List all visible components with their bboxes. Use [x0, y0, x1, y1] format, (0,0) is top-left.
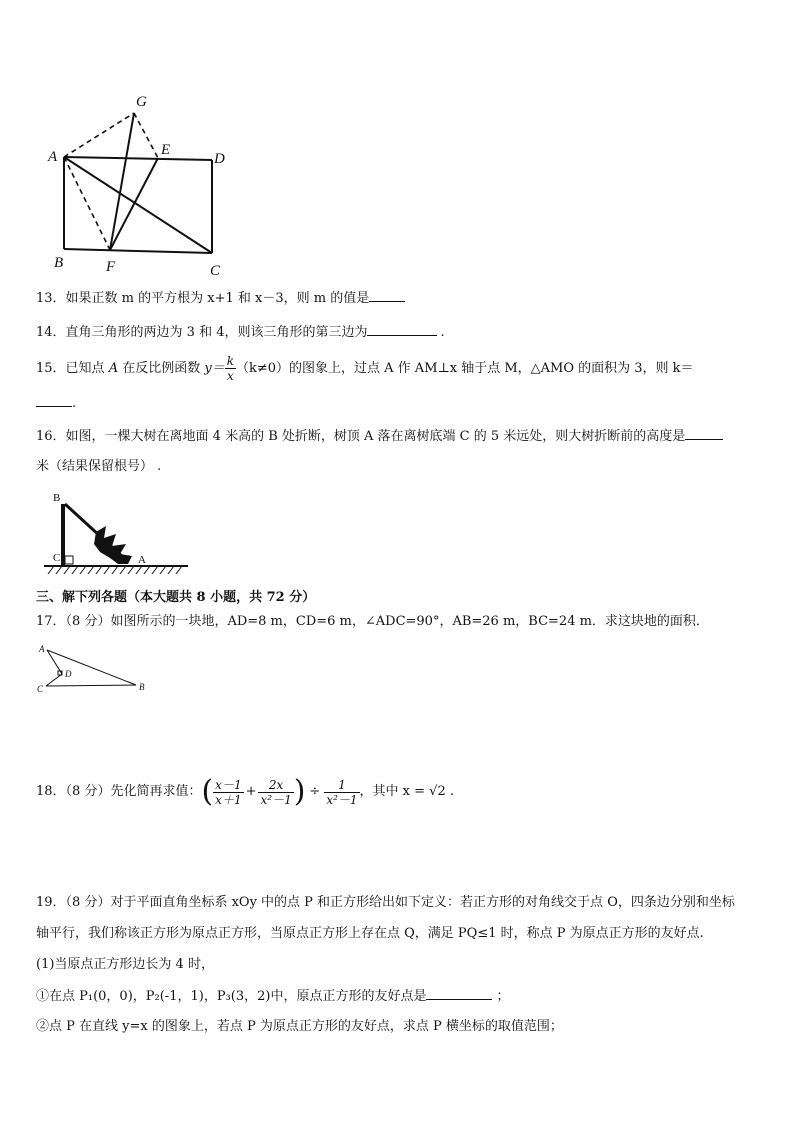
label-G: G [136, 94, 147, 110]
question-19-line3-text: (1)当原点正方形边长为 4 时， [36, 957, 214, 972]
question-19-line4-end: ； [496, 989, 510, 1004]
fraction-3-denominator: x²－1 [326, 792, 358, 807]
fraction-3-numerator: 1 [324, 778, 359, 793]
answer-blank-15[interactable] [36, 394, 72, 407]
label-B: B [139, 682, 145, 692]
question-19-line1 [36, 894, 735, 912]
fraction-denominator: x [226, 369, 234, 383]
fraction-2-denominator: x²－1 [260, 792, 292, 807]
point-A: A [108, 361, 119, 376]
plus-sign: + [245, 784, 257, 799]
edge-FG [110, 113, 134, 250]
question-16-period: . [157, 459, 162, 474]
rectangle-fold-figure [40, 88, 250, 283]
label-D: D [65, 669, 72, 679]
question-14-period: . [440, 325, 445, 340]
tree-trunk [61, 504, 65, 566]
question-16-line1: 16．如图，一棵大树在离地面 4 米高的 B 处折断，树顶 A 落在离树底端 C 的 5 米远处，则大树折断前的高度是 [36, 429, 686, 444]
question-14-text: 14．直角三角形的两边为 3 和 4，则该三角形的第三边为 [36, 325, 368, 340]
answer-blank-19-1[interactable] [426, 987, 492, 1000]
section-3-heading-text: 三、解下列各题（本大题共 8 小题，共 72 分） [36, 590, 316, 605]
left-paren: ( [201, 774, 214, 809]
question-17 [36, 613, 709, 631]
question-15 [36, 354, 694, 383]
question-15-answer-line [36, 394, 76, 413]
fraction-1-numerator: x－1 [215, 777, 242, 792]
label-B: B [54, 255, 64, 271]
edge-CB [46, 685, 136, 686]
fraction-2-numerator: 2x [258, 778, 293, 793]
question-15-part3: （k≠0）的图象上，过点 A 作 AM⊥x 轴于点 M，△AMO 的面积为 3，则 k＝ [235, 361, 694, 376]
land-quadrilateral-figure [34, 640, 154, 696]
edge-AC [64, 157, 212, 253]
fraction-3 [324, 778, 359, 807]
question-19-line3 [36, 956, 214, 974]
question-19-line5 [36, 1018, 563, 1036]
question-16-line2-row [36, 458, 161, 476]
question-19-line1-text: 19．（8 分）对于平面直角坐标系 xOy 中的点 P 和正方形给出如下定义：若正方形的对角线交于点 O，四条边分别和坐标 [36, 895, 735, 910]
question-15-part1: 15．已知点 [36, 361, 109, 376]
question-18 [36, 770, 454, 816]
question-19-line4 [36, 987, 509, 1006]
answer-blank-16[interactable] [685, 427, 723, 440]
question-19-line2 [36, 925, 704, 943]
question-15-part2: 在反比例函数 [118, 361, 205, 376]
label-C: C [53, 552, 61, 564]
fraction-1-denominator: x＋1 [215, 792, 242, 807]
edge-BC [64, 249, 212, 253]
question-16-line2: 米（结果保留根号） [36, 459, 154, 474]
question-14 [36, 323, 445, 342]
broken-tree-figure [40, 486, 190, 576]
right-paren: ) [293, 774, 306, 809]
right-angle-mark [65, 556, 73, 564]
fraction-1 [213, 778, 243, 807]
function-y: y＝ [204, 361, 225, 376]
label-B: B [53, 492, 61, 504]
question-13-text: 13．如果正数 m 的平方根为 x+1 和 x－3，则 m 的值是 [36, 291, 370, 306]
question-17-text: 17．（8 分）如图所示的一块地，AD=8 m，CD=6 m，∠ADC=90°，AB=26 m，BC=24 m．求这块地的面积． [36, 614, 709, 629]
edge-AD [47, 650, 62, 674]
question-19-line2-text: 轴平行，我们称该正方形为原点正方形，当原点正方形上存在点 Q，满足 PQ≤1 时，称点 P 为原点正方形的友好点. [36, 926, 704, 941]
question-19-line4-text: ①在点 P₁(0，0)，P₂(-1，1)，P₃(3，2)中，原点正方形的友好点是 [36, 989, 427, 1004]
question-18-prefix: 18．（8 分）先化简再求值： [36, 784, 202, 799]
question-16 [36, 427, 723, 446]
fraction-k-over-x [225, 354, 236, 383]
section-3-heading [36, 589, 315, 607]
tree-crown [94, 526, 132, 564]
question-19-line5-text: ②点 P 在直线 y=x 的图象上，若点 P 为原点正方形的友好点，求点 P 横坐标的取值范围； [36, 1019, 563, 1034]
edge-AG [64, 113, 134, 157]
label-D: D [214, 151, 225, 167]
question-18-suffix: ，其中 x = √2 . [359, 784, 454, 799]
answer-blank-13[interactable] [369, 289, 405, 302]
edge-AD [64, 157, 212, 160]
edge-DC [46, 674, 62, 686]
divide-sign: ÷ [309, 784, 321, 799]
label-E: E [161, 142, 171, 158]
question-15-period: . [72, 396, 77, 411]
label-A: A [48, 149, 58, 165]
fraction-numerator: k [226, 354, 234, 368]
question-13 [36, 289, 405, 308]
label-A: A [39, 644, 45, 654]
fraction-2 [258, 778, 293, 807]
edge-GE [134, 113, 158, 158]
label-C: C [37, 684, 44, 694]
answer-blank-14[interactable] [367, 323, 437, 336]
label-C: C [210, 263, 221, 279]
label-A: A [138, 554, 146, 566]
edge-AB [47, 650, 136, 685]
label-F: F [106, 259, 116, 275]
